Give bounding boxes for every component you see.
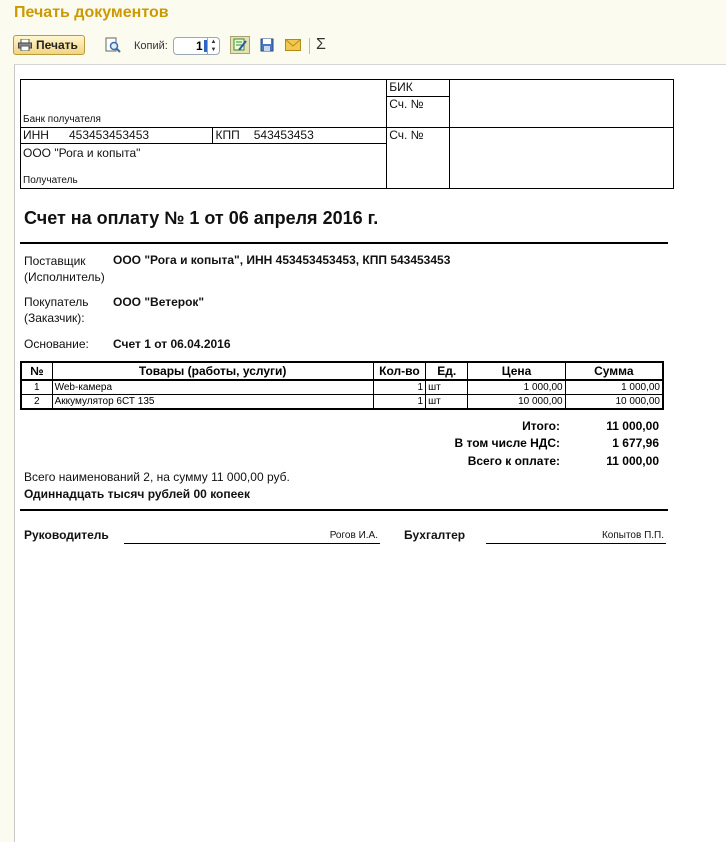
row-num: 1 <box>21 380 52 395</box>
copies-label: Копий: <box>134 40 168 52</box>
copies-input[interactable] <box>173 37 220 55</box>
supplier-label <box>24 253 105 285</box>
pay-label: Всего к оплате: <box>467 454 560 468</box>
row-sum: 1 000,00 <box>565 380 663 395</box>
accountant-name: Копытов П.П. <box>601 530 664 541</box>
edit-mode-icon[interactable] <box>230 36 250 54</box>
col-unit: Ед. <box>426 362 468 380</box>
toolbar <box>0 32 726 60</box>
basis-label: Основание: <box>24 337 89 351</box>
total-value: 11 000,00 <box>606 419 659 433</box>
accountant-signature-line <box>486 543 666 544</box>
summary-line: Всего наименований 2, на сумму 11 000,00 руб. <box>24 470 290 484</box>
account-label: Сч. № <box>387 97 450 128</box>
recipient-label: Получатель <box>23 175 78 186</box>
save-icon[interactable] <box>257 36 277 54</box>
supplier-value: ООО "Рога и копыта", ИНН 453453453453, КПП 543453453 <box>113 253 451 267</box>
col-qty: Кол-во <box>373 362 425 380</box>
inn-label: ИНН <box>21 128 49 144</box>
inn-value: 453453453453 <box>49 128 213 144</box>
copies-spinner[interactable]: ▲ ▼ <box>207 38 219 54</box>
head-label: Руководитель <box>24 528 109 542</box>
buyer-label <box>24 294 88 326</box>
divider <box>20 509 668 511</box>
bik-label: БИК <box>387 80 450 97</box>
vat-value: 1 677,96 <box>612 436 659 450</box>
print-button-label: Печать <box>36 38 78 52</box>
pay-value: 11 000,00 <box>606 454 659 468</box>
preview-icon[interactable] <box>103 36 123 54</box>
row-name: Web-камера <box>52 380 373 395</box>
supplier-label-line2: (Исполнитель) <box>24 270 105 284</box>
window-title: Печать документов <box>14 4 169 21</box>
kpp-label: КПП <box>213 128 240 144</box>
accountant-label: Бухгалтер <box>404 528 466 542</box>
vat-label: В том числе НДС: <box>454 436 560 450</box>
row-unit: шт <box>426 395 468 410</box>
row-num: 2 <box>21 395 52 410</box>
basis-value: Счет 1 от 06.04.2016 <box>113 337 231 351</box>
row-price: 10 000,00 <box>468 395 565 410</box>
supplier-label-line1: Поставщик <box>24 254 86 268</box>
col-price: Цена <box>468 362 565 380</box>
print-button[interactable] <box>13 35 85 55</box>
toolbar-separator <box>309 38 310 54</box>
email-icon[interactable] <box>283 36 303 54</box>
sum-icon[interactable]: Σ <box>316 36 326 53</box>
col-name: Товары (работы, услуги) <box>52 362 373 380</box>
table-row <box>21 395 663 410</box>
row-price: 1 000,00 <box>468 380 565 395</box>
total-label: Итого: <box>522 419 560 433</box>
invoice-title: Счет на оплату № 1 от 06 апреля 2016 г. <box>24 208 379 228</box>
col-sum: Сумма <box>565 362 663 380</box>
row-sum: 10 000,00 <box>565 395 663 410</box>
row-qty: 1 <box>373 395 425 410</box>
row-qty: 1 <box>373 380 425 395</box>
copies-value: 1 <box>196 39 203 53</box>
buyer-value: ООО "Ветерок" <box>113 295 205 309</box>
sum-in-words: Одиннадцать тысяч рублей 00 копеек <box>24 487 250 501</box>
bank-details-table <box>20 79 674 189</box>
printer-icon <box>18 39 32 51</box>
head-signature-line <box>124 543 380 544</box>
divider <box>20 242 668 244</box>
row-unit: шт <box>426 380 468 395</box>
kpp-value: 543453453 <box>240 128 387 144</box>
col-num: № <box>21 362 52 380</box>
goods-table <box>20 361 664 410</box>
recipient-name: ООО "Рога и копыта" <box>23 146 141 160</box>
buyer-label-line1: Покупатель <box>24 295 89 309</box>
row-name: Аккумулятор 6СТ 135 <box>52 395 373 410</box>
table-row <box>21 380 663 395</box>
head-name: Рогов И.А. <box>329 530 378 541</box>
bank-recipient-label: Банк получателя <box>23 114 101 125</box>
account-label-2: Сч. № <box>387 128 450 189</box>
buyer-label-line2: (Заказчик): <box>24 311 85 325</box>
